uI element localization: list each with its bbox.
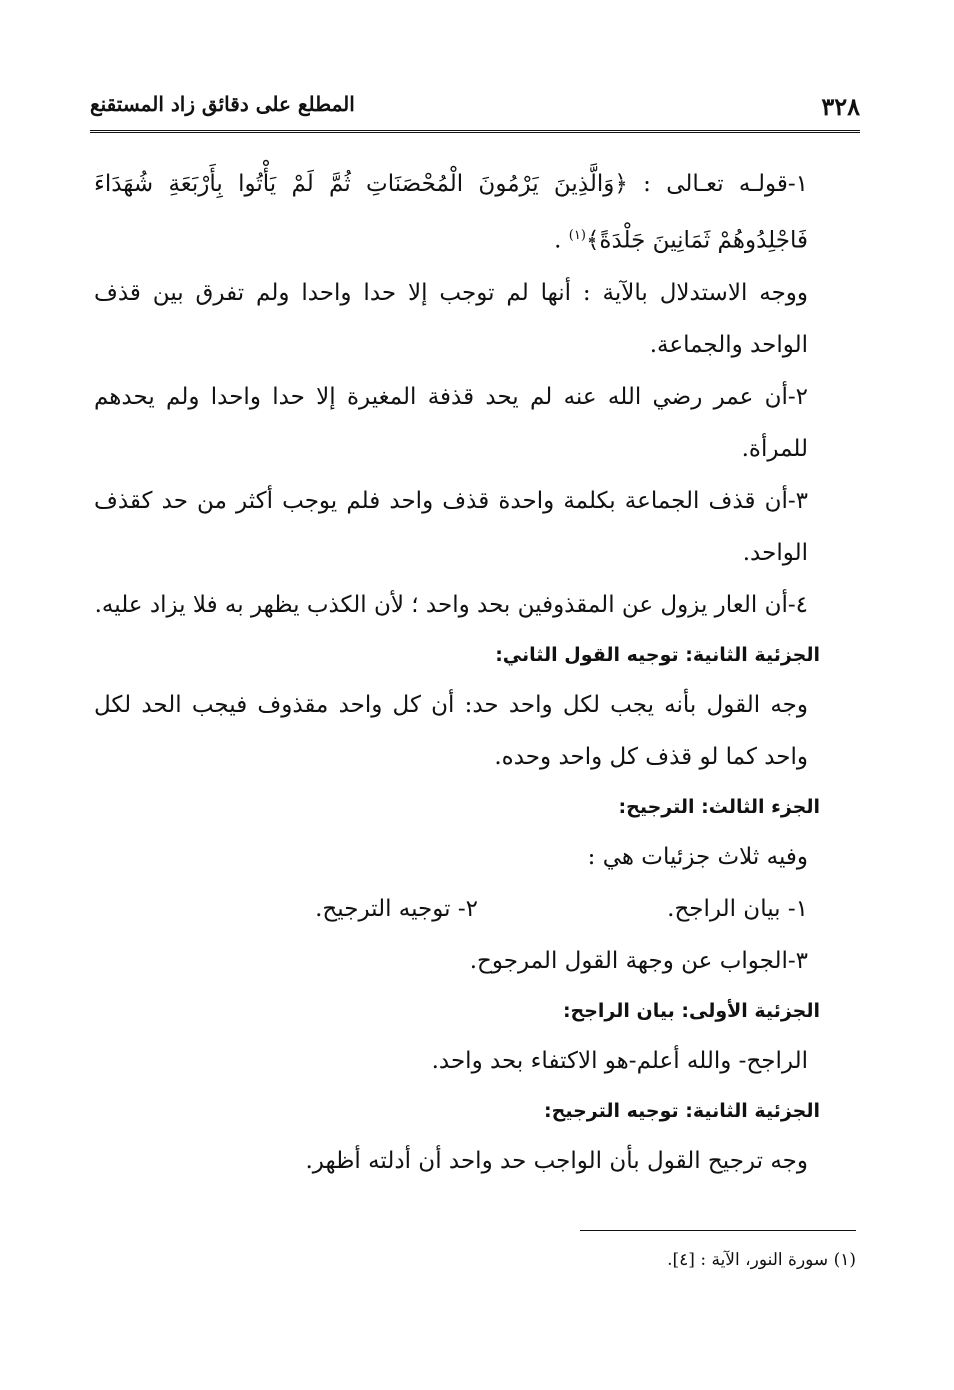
footnote: (١) سورة النور، الآية : [٤]. — [667, 1250, 856, 1270]
paragraph-verse — [94, 158, 856, 267]
page-header — [90, 92, 860, 126]
page-number: ٣٢٨ — [821, 92, 860, 121]
list-item-1: ١- بيان الراجح. — [667, 895, 808, 922]
footnote-ref: (١) — [568, 228, 586, 243]
list-row — [94, 883, 856, 935]
paragraph-intro: وفيه ثلاث جزئيات هي : — [587, 843, 808, 870]
paragraph-justification: وجه ترجيح القول بأن الواجب حد واحد أن أدلته أظهر. — [305, 1147, 808, 1174]
section-heading-1: الجزئية الثانية: توجيه القول الثاني: — [495, 643, 820, 666]
section-heading-4: الجزئية الثانية: توجيه الترجيح: — [544, 1099, 820, 1122]
footnote-divider — [580, 1230, 856, 1231]
header-divider — [90, 130, 860, 133]
paragraph-point-3: ٣-أن قذف الجماعة بكلمة واحدة قذف واحد فلم يوجب أكثر من حد كقذف الواحد. — [94, 487, 808, 566]
list-item-3: ٣-الجواب عن وجهة القول المرجوح. — [469, 947, 808, 974]
section-heading-3: الجزئية الأولى: بيان الراجح: — [562, 999, 820, 1022]
paragraph-point-4: ٤-أن العار يزول عن المقذوفين بحد واحد ؛ لأن الكذب يظهر به فلا يزاد عليه. — [94, 591, 808, 618]
section-heading-2: الجزء الثالث: الترجيح: — [618, 795, 820, 818]
verse-end: . — [554, 227, 569, 254]
main-text — [94, 158, 856, 1187]
book-title: المطلع على دقائق زاد المستقنع — [90, 92, 355, 116]
paragraph-point-2: ٢-أن عمر رضي الله عنه لم يحد قذفة المغيرة إلا حدا واحدا ولم يحدهم للمرأة. — [94, 383, 808, 462]
paragraph-second-opinion: وجه القول بأنه يجب لكل واحد حد: أن كل واحد مقذوف فيجب الحد لكل واحد كما لو قذف كل واحد وحده. — [94, 691, 808, 770]
verse-text: ١-قولـه تعـالى : ﴿وَالَّذِينَ يَرْمُونَ الْمُحْصَنَاتِ ثُمَّ لَمْ يَأْتُوا بِأَرْبَعَةِ شُهَدَاءَ فَاجْلِدُوهُمْ ثَمَانِينَ جَلْدَةً﴾ — [94, 171, 808, 254]
list-item-2: ٢- توجيه الترجيح. — [315, 895, 478, 922]
paragraph-evidence: ووجه الاستدلال بالآية : أنها لم توجب إلا حدا واحدا ولم تفرق بين قذف الواحد والجماعة. — [94, 279, 808, 358]
paragraph-preferred: الراجح- والله أعلم-هو الاكتفاء بحد واحد. — [431, 1047, 808, 1074]
